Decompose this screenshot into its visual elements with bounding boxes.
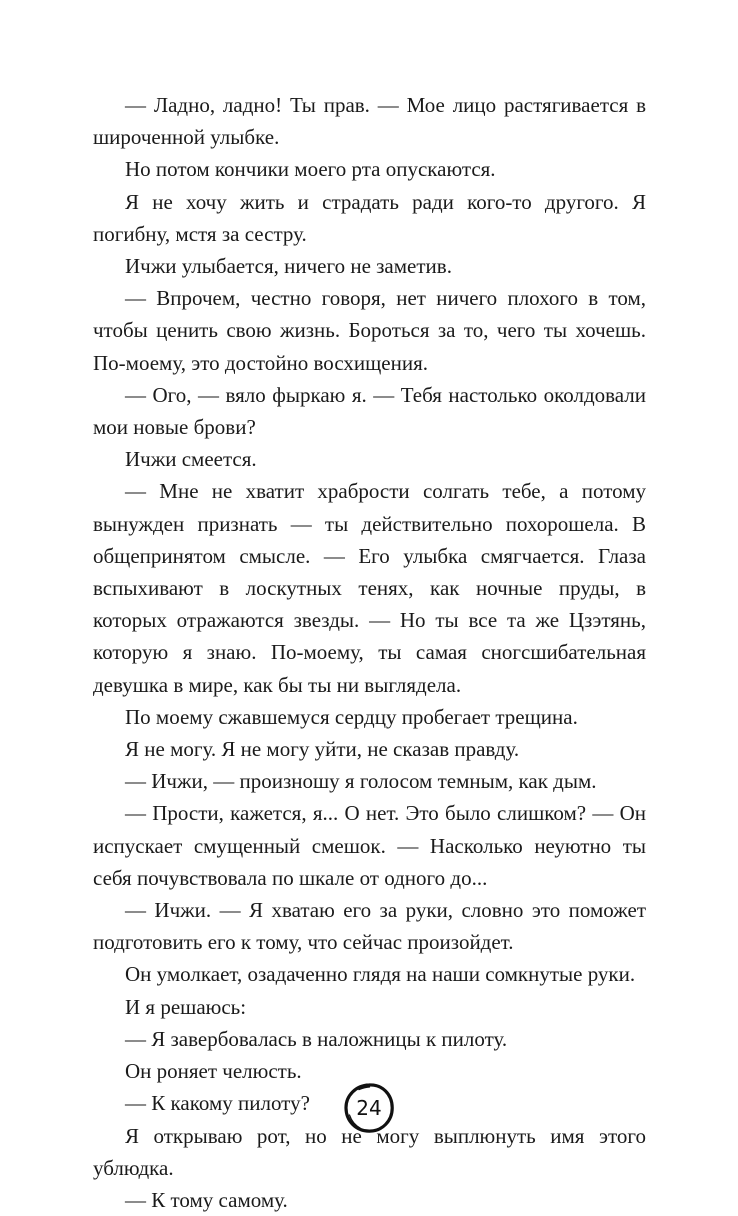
paragraph-10: Я не могу. Я не могу уйти, не сказав правду. bbox=[125, 737, 520, 762]
paragraph-17: Он роняет челюсть. bbox=[125, 1059, 302, 1084]
paragraph-12: — Прости, кажется, я... О нет. Это было слишком? — Он испускает смущенный смешок. — Насколько неуютно ты себя почувствовала по шкале от одного до... bbox=[93, 801, 646, 890]
body-text bbox=[93, 89, 646, 1216]
paragraph-8: — Мне не хватит храбрости солгать тебе, а потому вынужден признать — ты действительно похорошела. В общепринятом смысле. — Его улыбка смягчается. Глаза вспыхивают в лоскутных тенях, как ночные пруды, в которых отражаются звезды. — Но ты все та же Цзэтянь, которую я знаю. По-моему, ты самая сногсшибательная девушка в мире, как бы ты ни выглядела. bbox=[93, 479, 646, 697]
paragraph-11: — Ичжи, — произношу я голосом темным, как дым. bbox=[125, 769, 597, 794]
paragraph-9: По моему сжавшемуся сердцу пробегает трещина. bbox=[125, 704, 578, 729]
paragraph-16: — Я завербовалась в наложницы к пилоту. bbox=[125, 1026, 508, 1051]
paragraph-1: — Ладно, ладно! Ты прав. — Мое лицо растягивается в широченной улыбке. bbox=[93, 93, 646, 150]
page-number-badge bbox=[341, 1080, 397, 1136]
paragraph-4: Ичжи улыбается, ничего не заметив. bbox=[125, 254, 452, 279]
paragraph-14: Он умолкает, озадаченно глядя на наши сомкнутые руки. bbox=[125, 962, 636, 987]
paragraph-13: — Ичжи. — Я хватаю его за руки, словно это поможет подготовить его к тому, что сейчас произойдет. bbox=[93, 898, 646, 955]
paragraph-7: Ичжи смеется. bbox=[125, 447, 257, 472]
paragraph-20: — К тому самому. bbox=[125, 1187, 288, 1212]
paragraph-6: — Ого, — вяло фыркаю я. — Тебя настолько околдовали мои новые брови? bbox=[93, 382, 646, 440]
paragraph-5: — Впрочем, честно говоря, нет ничего плохого в том, чтобы ценить свою жизнь. Бороться за то, чего ты хочешь. По-моему, это достойно восхищения. bbox=[93, 286, 646, 375]
page-number: 24 bbox=[356, 1096, 382, 1120]
paragraph-15: И я решаюсь: bbox=[125, 994, 247, 1019]
paragraph-3: Я не хочу жить и страдать ради кого-то другого. Я погибну, мстя за сестру. bbox=[93, 189, 646, 246]
paragraph-18: — К какому пилоту? bbox=[125, 1091, 310, 1116]
paragraph-2: Но потом кончики моего рта опускаются. bbox=[125, 157, 496, 182]
paragraph-19: Я открываю рот, но не могу выплюнуть имя этого ублюдка. bbox=[93, 1123, 646, 1180]
